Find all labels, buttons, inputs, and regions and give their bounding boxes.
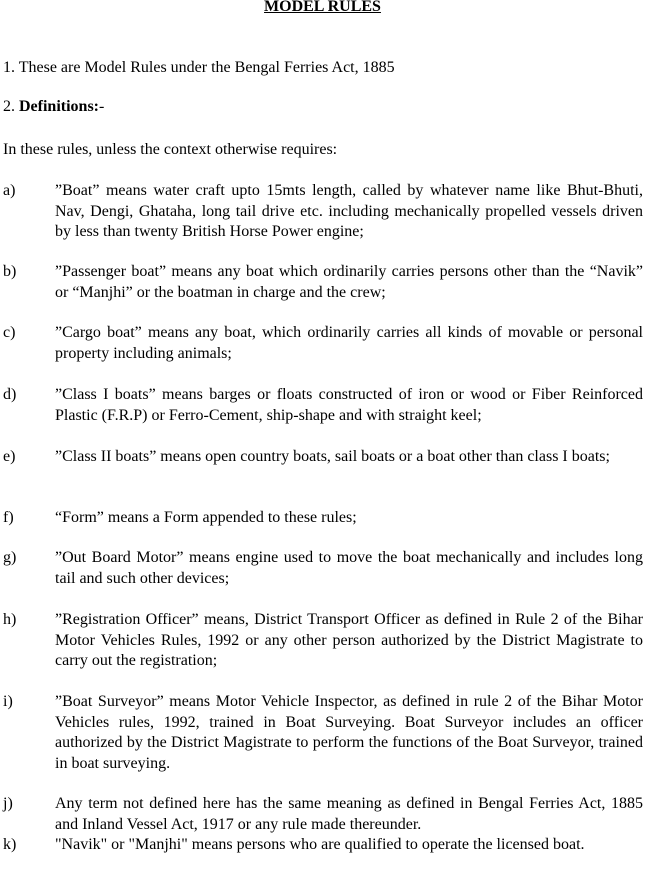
rule-2-number: 2. [3,98,19,115]
definition-item-h [3,610,643,672]
intro-context-clause: In these rules, unless the context otherwise requires: [3,141,338,158]
definition-text: ”Registration Officer” means, District Transport Officer as defined in Rule 2 of the Bihar Motor Vehicles Rules, 1992 or any other person authorized by the District Magistrate to carry out the registration; [55,611,643,669]
definitions-heading: Definitions: [19,98,99,115]
definition-item-j [3,794,643,835]
definition-item-g [3,548,643,589]
definition-marker: a) [3,182,16,199]
definition-text: ”Class II boats” means open country boats, sail boats or a boat other than class I boats; [55,448,610,465]
definition-item-a [3,181,643,243]
definition-text: “Form” means a Form appended to these rules; [55,509,357,526]
definition-text: Any term not defined here has the same meaning as defined in Bengal Ferries Act, 1885 and Inland Vessel Act, 1917 or any rule made thereunder. [55,795,643,833]
definition-text: "Navik" or "Manjhi" means persons who are qualified to operate the licensed boat. [55,836,585,853]
definition-text: ”Cargo boat” means any boat, which ordinarily carries all kinds of movable or personal property including animals; [55,324,643,362]
definition-marker: h) [3,611,17,628]
definitions-heading-suffix: - [99,98,105,115]
definition-item-c [3,323,643,364]
definition-item-e [3,447,643,468]
definition-item-k [3,835,643,856]
intro-rule-2 [3,97,643,118]
intro-rule-1: 1. These are Model Rules under the Bengal Ferries Act, 1885 [3,59,395,76]
definition-text: ”Boat” means water craft upto 15mts length, called by whatever name like Bhut-Bhuti, Nav, Dengi, Ghataha, long tail drive etc. including mechanically propelled vessels driven by less than twenty British Horse Power engine; [55,182,643,240]
document-title: MODEL RULES [264,0,381,15]
definition-marker: e) [3,448,16,465]
definition-marker: d) [3,386,17,403]
definition-marker: i) [3,693,13,710]
definition-text: ”Out Board Motor” means engine used to move the boat mechanically and includes long tail and such other devices; [55,549,643,587]
definition-text: ”Passenger boat” means any boat which ordinarily carries persons other than the “Navik” or “Manjhi” or the boatman in charge and the crew; [55,263,643,301]
definition-marker: b) [3,263,17,280]
definition-item-f [3,508,643,529]
definition-text: ”Boat Surveyor” means Motor Vehicle Inspector, as defined in rule 2 of the Bihar Motor Vehicles rules, 1992, trained in Boat Surveying. Boat Surveyor includes an officer authorized by the District Magistrate to perform the functions of the Boat Surveyor, trained in boat surveying. [55,693,643,772]
definition-marker: g) [3,549,17,566]
definition-item-b [3,262,643,303]
definition-text: ”Class I boats” means barges or floats constructed of iron or wood or Fiber Reinforced Plastic (F.R.P) or Ferro-Cement, ship-shape and with straight keel; [55,386,643,424]
definition-marker: j) [3,795,13,812]
definition-marker: c) [3,324,16,341]
definition-item-d [3,385,643,426]
definition-item-i [3,692,643,774]
definition-marker: f) [3,509,14,526]
definition-marker: k) [3,836,17,853]
